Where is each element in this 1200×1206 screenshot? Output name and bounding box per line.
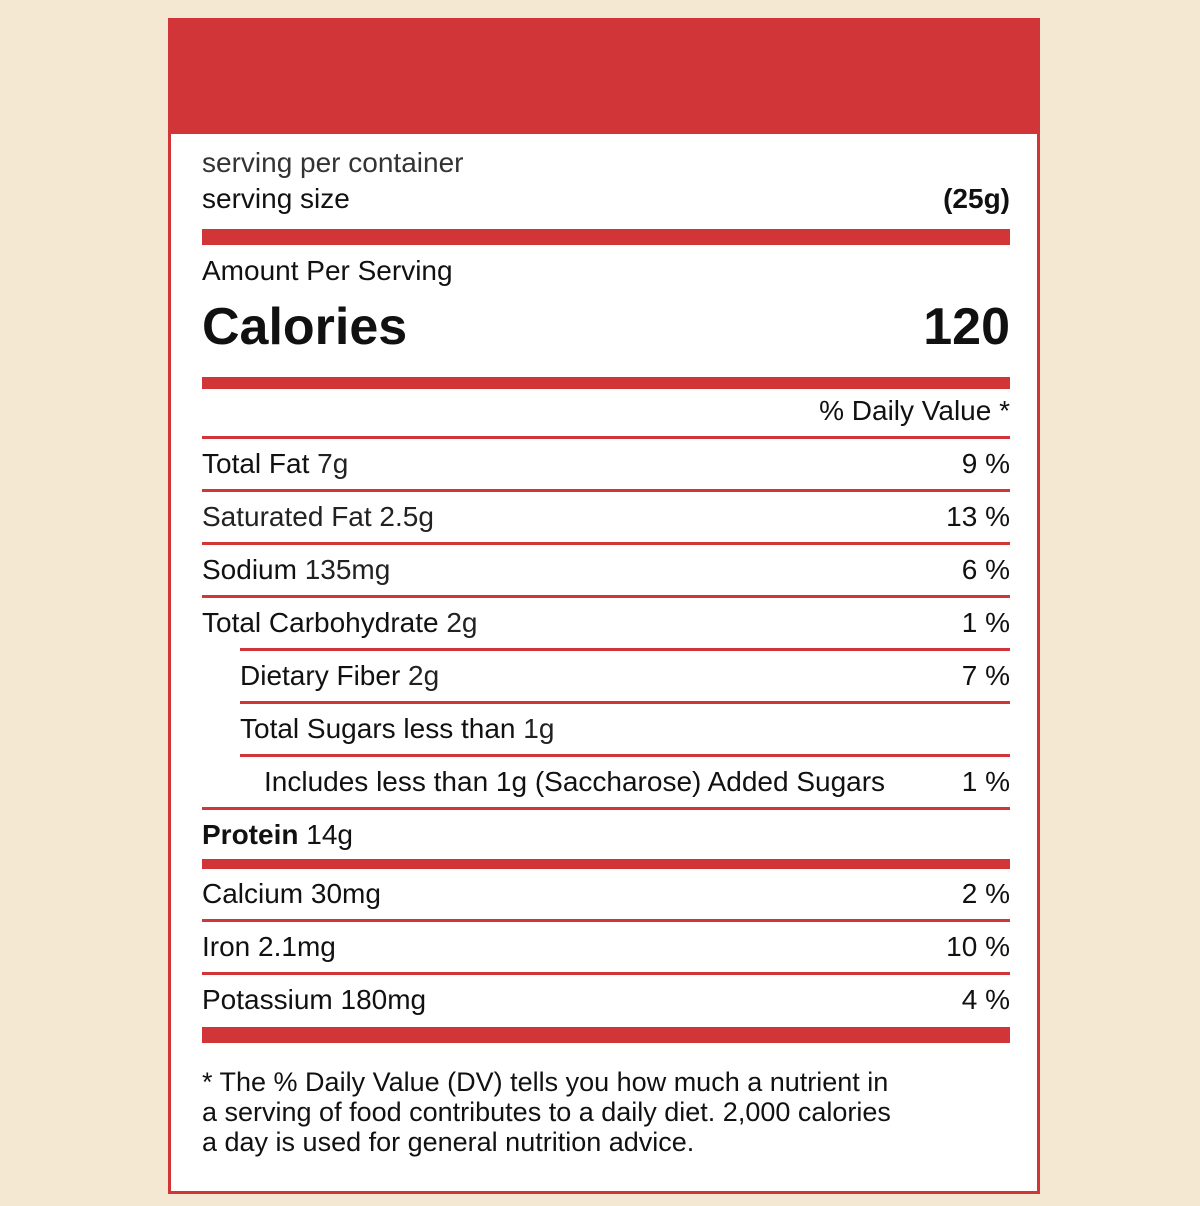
- nutrient-row-sodium: [202, 545, 1010, 595]
- divider-thick: [202, 1027, 1010, 1043]
- daily-value-header: % Daily Value *: [819, 395, 1010, 426]
- amount-per-serving: Amount Per Serving: [202, 255, 453, 286]
- serving-size-value: (25g): [943, 183, 1010, 214]
- mineral-row-iron: [202, 922, 1010, 972]
- calories-label: Calories: [202, 298, 408, 356]
- divider-thick: [202, 229, 1010, 245]
- mineral-name: Iron 2.1mg: [202, 931, 336, 962]
- mineral-dv: 2 %: [961, 878, 1010, 909]
- serving-size-label: serving size: [202, 183, 350, 214]
- nutrient-row-added-sugars: [264, 757, 1010, 807]
- nutrient-amount: 2g: [446, 607, 478, 638]
- nutrient-dv: 7 %: [961, 660, 1010, 691]
- nutrient-amount: 1g: [523, 713, 555, 744]
- nutrient-row-saturated-fat: [202, 492, 1010, 542]
- mineral-name: Calcium 30mg: [202, 878, 381, 909]
- nutrient-name: Sodium: [202, 554, 297, 585]
- nutrient-dv: 6 %: [961, 554, 1010, 585]
- nutrient-amount: 135mg: [304, 554, 391, 585]
- footnote-line-2: a serving of food contributes to a daily diet. 2,000 calories: [202, 1097, 891, 1127]
- header-band: [171, 21, 1037, 134]
- mineral-dv: 10 %: [946, 931, 1010, 962]
- nutrient-row-protein: [202, 810, 1010, 860]
- nutrient-name: Saturated Fat 2.5g: [202, 501, 434, 532]
- nutrient-amount: 14g: [306, 819, 353, 850]
- calories-value: 120: [923, 298, 1010, 356]
- mineral-name: Potassium 180mg: [202, 984, 427, 1015]
- nutrient-name: Total Carbohydrate: [202, 607, 439, 638]
- divider-thick: [202, 377, 1010, 389]
- mineral-row-potassium: [202, 975, 1010, 1025]
- nutrient-name: Protein: [202, 819, 299, 850]
- nutrient-name: Dietary Fiber: [240, 660, 401, 691]
- nutrient-row-dietary-fiber: [240, 651, 1010, 701]
- mineral-row-calcium: [202, 869, 1010, 919]
- nutrient-name: Total Fat: [202, 448, 310, 479]
- nutrient-name: Includes less than 1g (Saccharose) Added Sugars: [264, 766, 886, 797]
- nutrient-name: Total Sugars less than: [240, 713, 516, 744]
- nutrient-row-total-sugars: [240, 704, 1010, 754]
- nutrient-amount: 2g: [408, 660, 440, 691]
- nutrient-row-total-carbohydrate: [202, 598, 1010, 648]
- nutrient-dv: 13 %: [946, 501, 1010, 532]
- footnote-line-3: a day is used for general nutrition advice.: [202, 1127, 695, 1157]
- nutrient-dv: 9 %: [961, 448, 1010, 479]
- mineral-dv: 4 %: [961, 984, 1010, 1015]
- nutrient-dv: 1 %: [961, 607, 1010, 638]
- serving-per-container: serving per container: [202, 147, 464, 178]
- nutrition-facts-label: [168, 18, 1040, 1194]
- divider-thick: [202, 859, 1010, 869]
- nutrient-dv: 1 %: [961, 766, 1010, 797]
- nutrient-amount: 7g: [317, 448, 349, 479]
- footnote-line-1: * The % Daily Value (DV) tells you how much a nutrient in: [202, 1067, 889, 1097]
- nutrient-row-total-fat: [202, 439, 1010, 489]
